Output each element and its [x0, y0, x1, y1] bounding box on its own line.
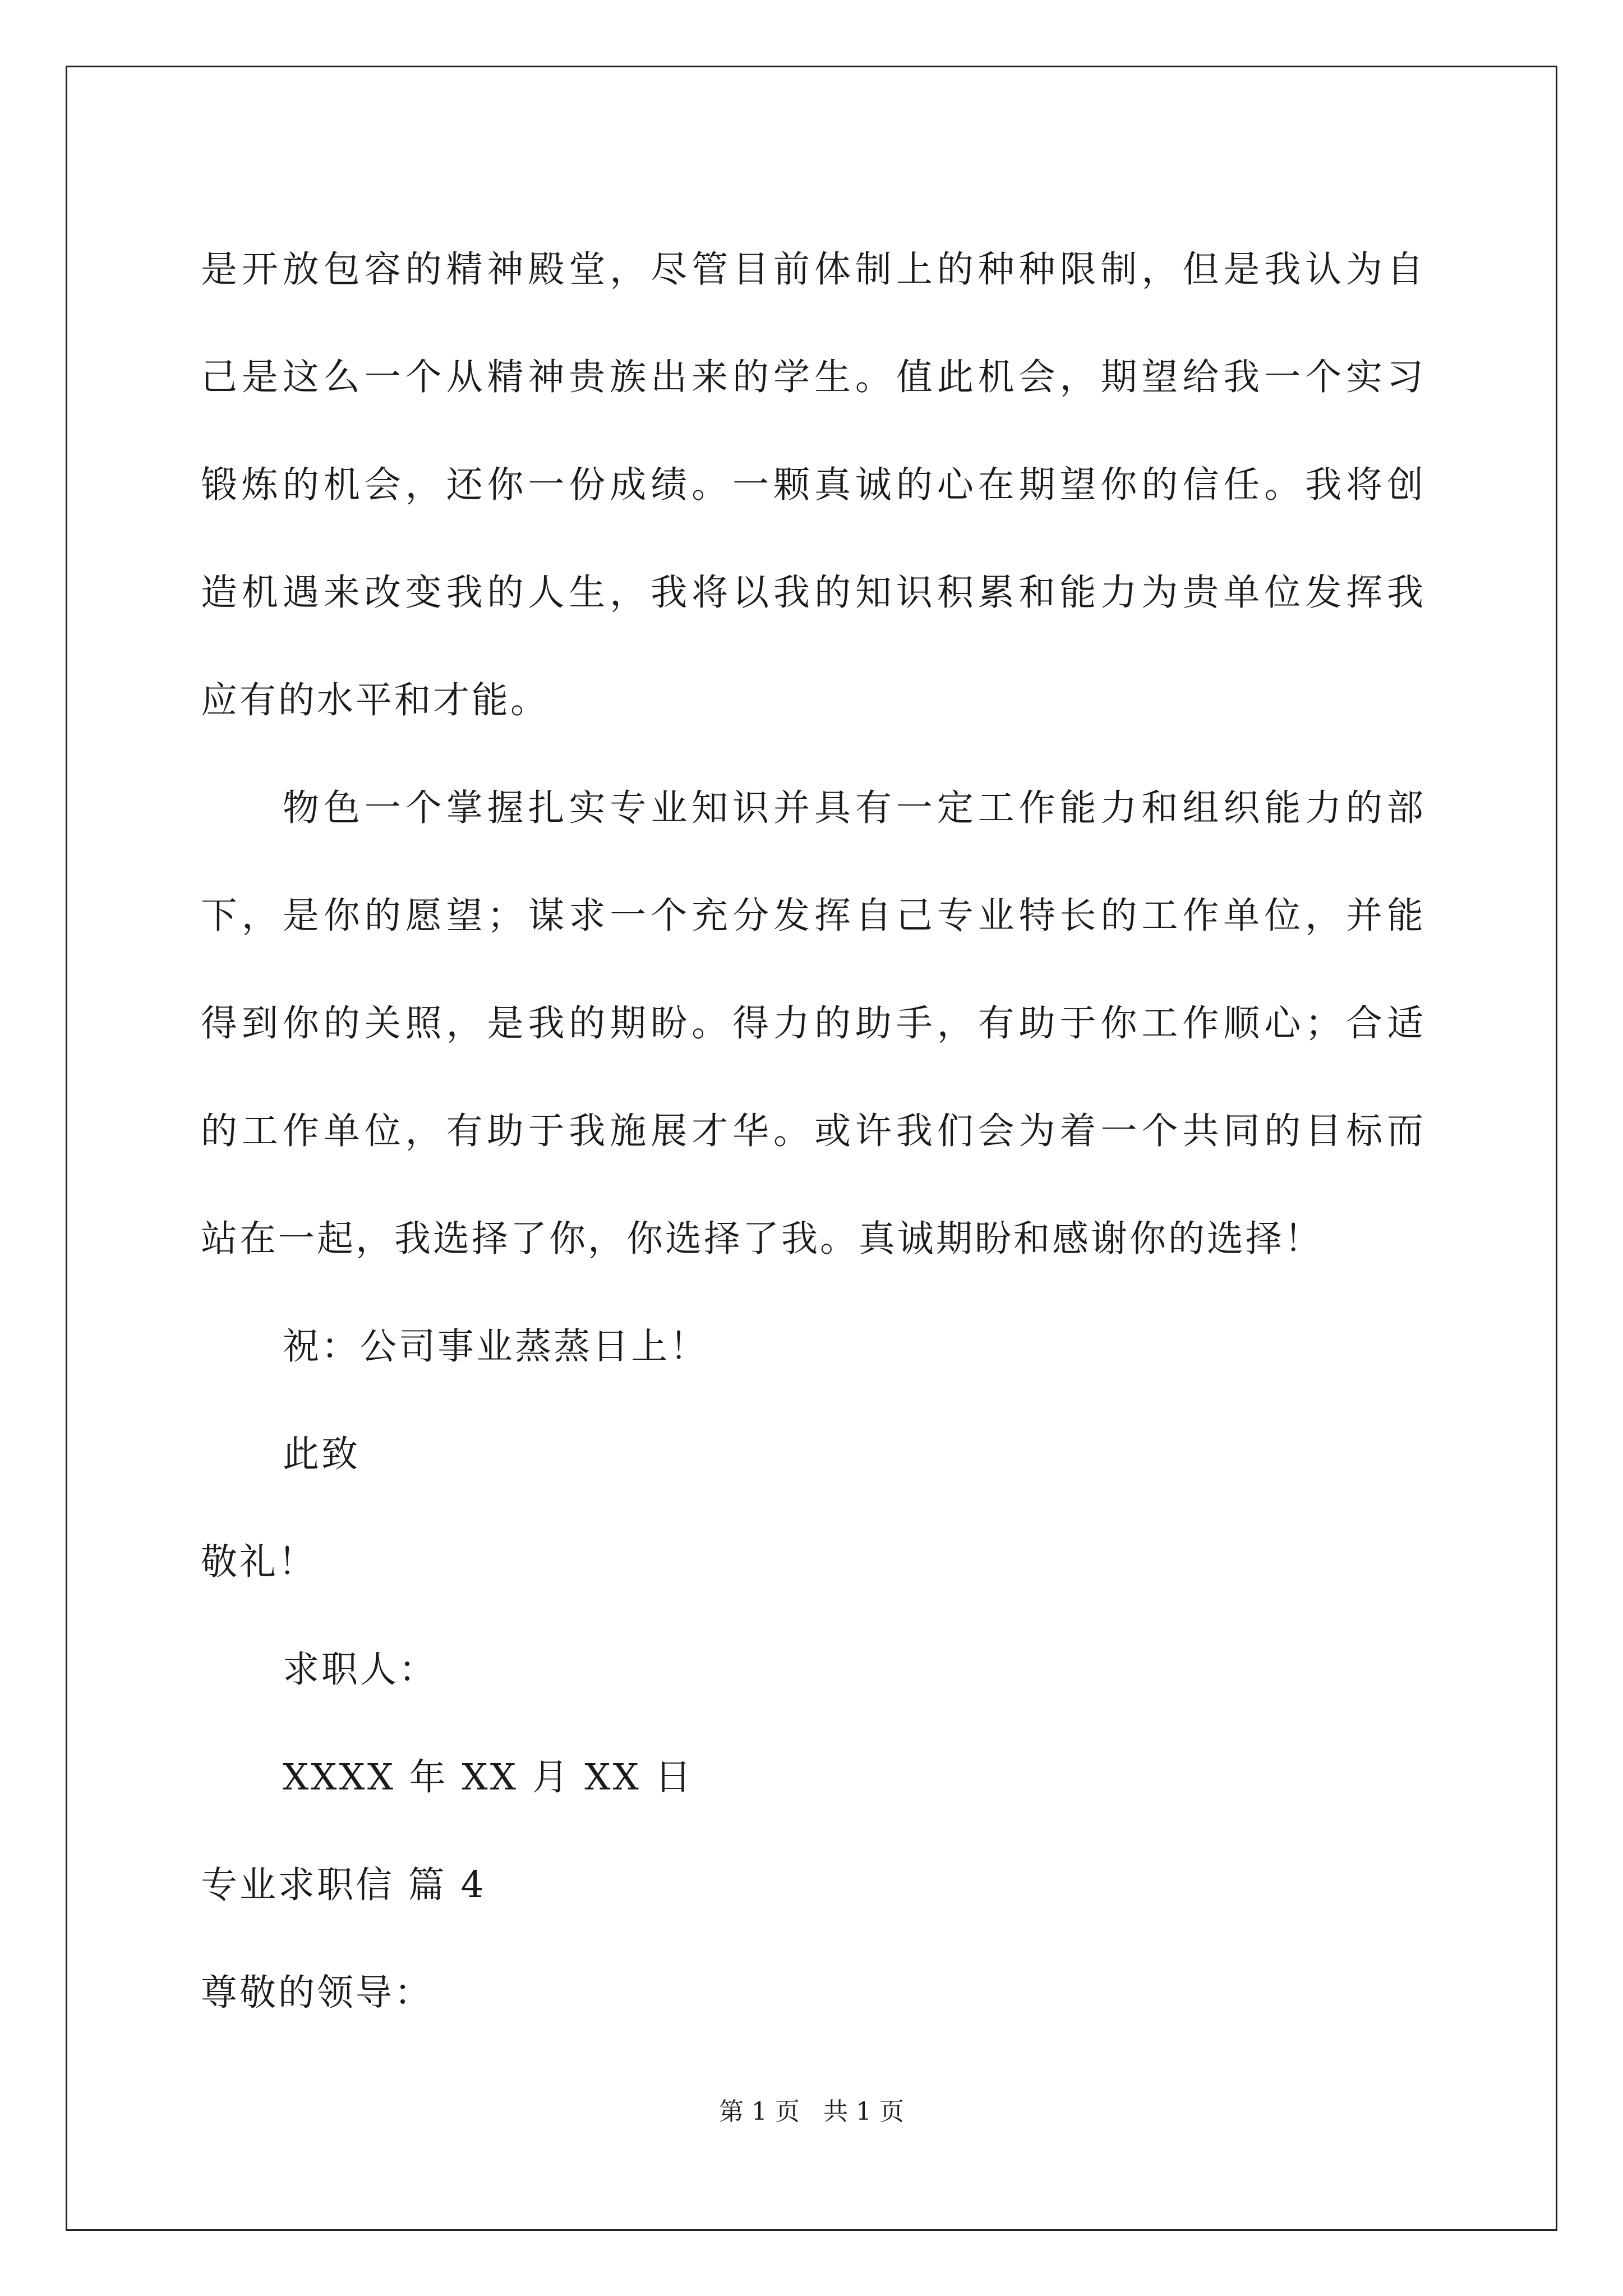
paragraph-2-line: 得到你的关照，是我的期盼。得力的助手，有助于你工作顺心；合适	[201, 1002, 1426, 1045]
letter-date: XXXX 年 XX 月 XX 日	[283, 1756, 694, 1798]
paragraph-1-line: 己是这么一个从精神贵族出来的学生。值此机会，期望给我一个实习	[201, 356, 1426, 398]
paragraph-2	[201, 754, 1426, 1293]
applicant-label: 求职人：	[283, 1649, 438, 1691]
paragraph-1-line: 锻炼的机会，还你一份成绩。一颗真诚的心在期望你的信任。我将创	[201, 464, 1426, 506]
section-heading: 专业求职信 篇 4	[201, 1864, 486, 1906]
paragraph-1-line: 造机遇来改变我的人生，我将以我的知识积累和能力为贵单位发挥我	[201, 572, 1426, 614]
paragraph-1-line: 应有的水平和才能。	[201, 679, 550, 721]
paragraph-1	[201, 216, 1426, 754]
page-footer: 第 1 页 共 1 页	[719, 2097, 904, 2126]
paragraph-2-line: 的工作单位，有助于我施展才华。或许我们会为着一个共同的目标而	[201, 1110, 1426, 1152]
closing-cizhi: 此致	[283, 1433, 361, 1475]
paragraph-2-line: 物色一个掌握扎实专业知识并具有一定工作能力和组织能力的部	[283, 787, 1426, 829]
salutation: 尊敬的领导：	[201, 1972, 434, 2014]
paragraph-2-line: 下，是你的愿望；谋求一个充分发挥自己专业特长的工作单位，并能	[201, 895, 1426, 937]
document-body	[201, 216, 1426, 2047]
paragraph-1-line: 是开放包容的精神殿堂，尽管目前体制上的种种限制，但是我认为自	[201, 249, 1426, 291]
closing-jingli: 敬礼！	[201, 1541, 317, 1583]
closing-wish: 祝：公司事业蒸蒸日上！	[283, 1326, 709, 1368]
paragraph-2-line: 站在一起，我选择了你，你选择了我。真诚期盼和感谢你的选择！	[201, 1218, 1324, 1260]
